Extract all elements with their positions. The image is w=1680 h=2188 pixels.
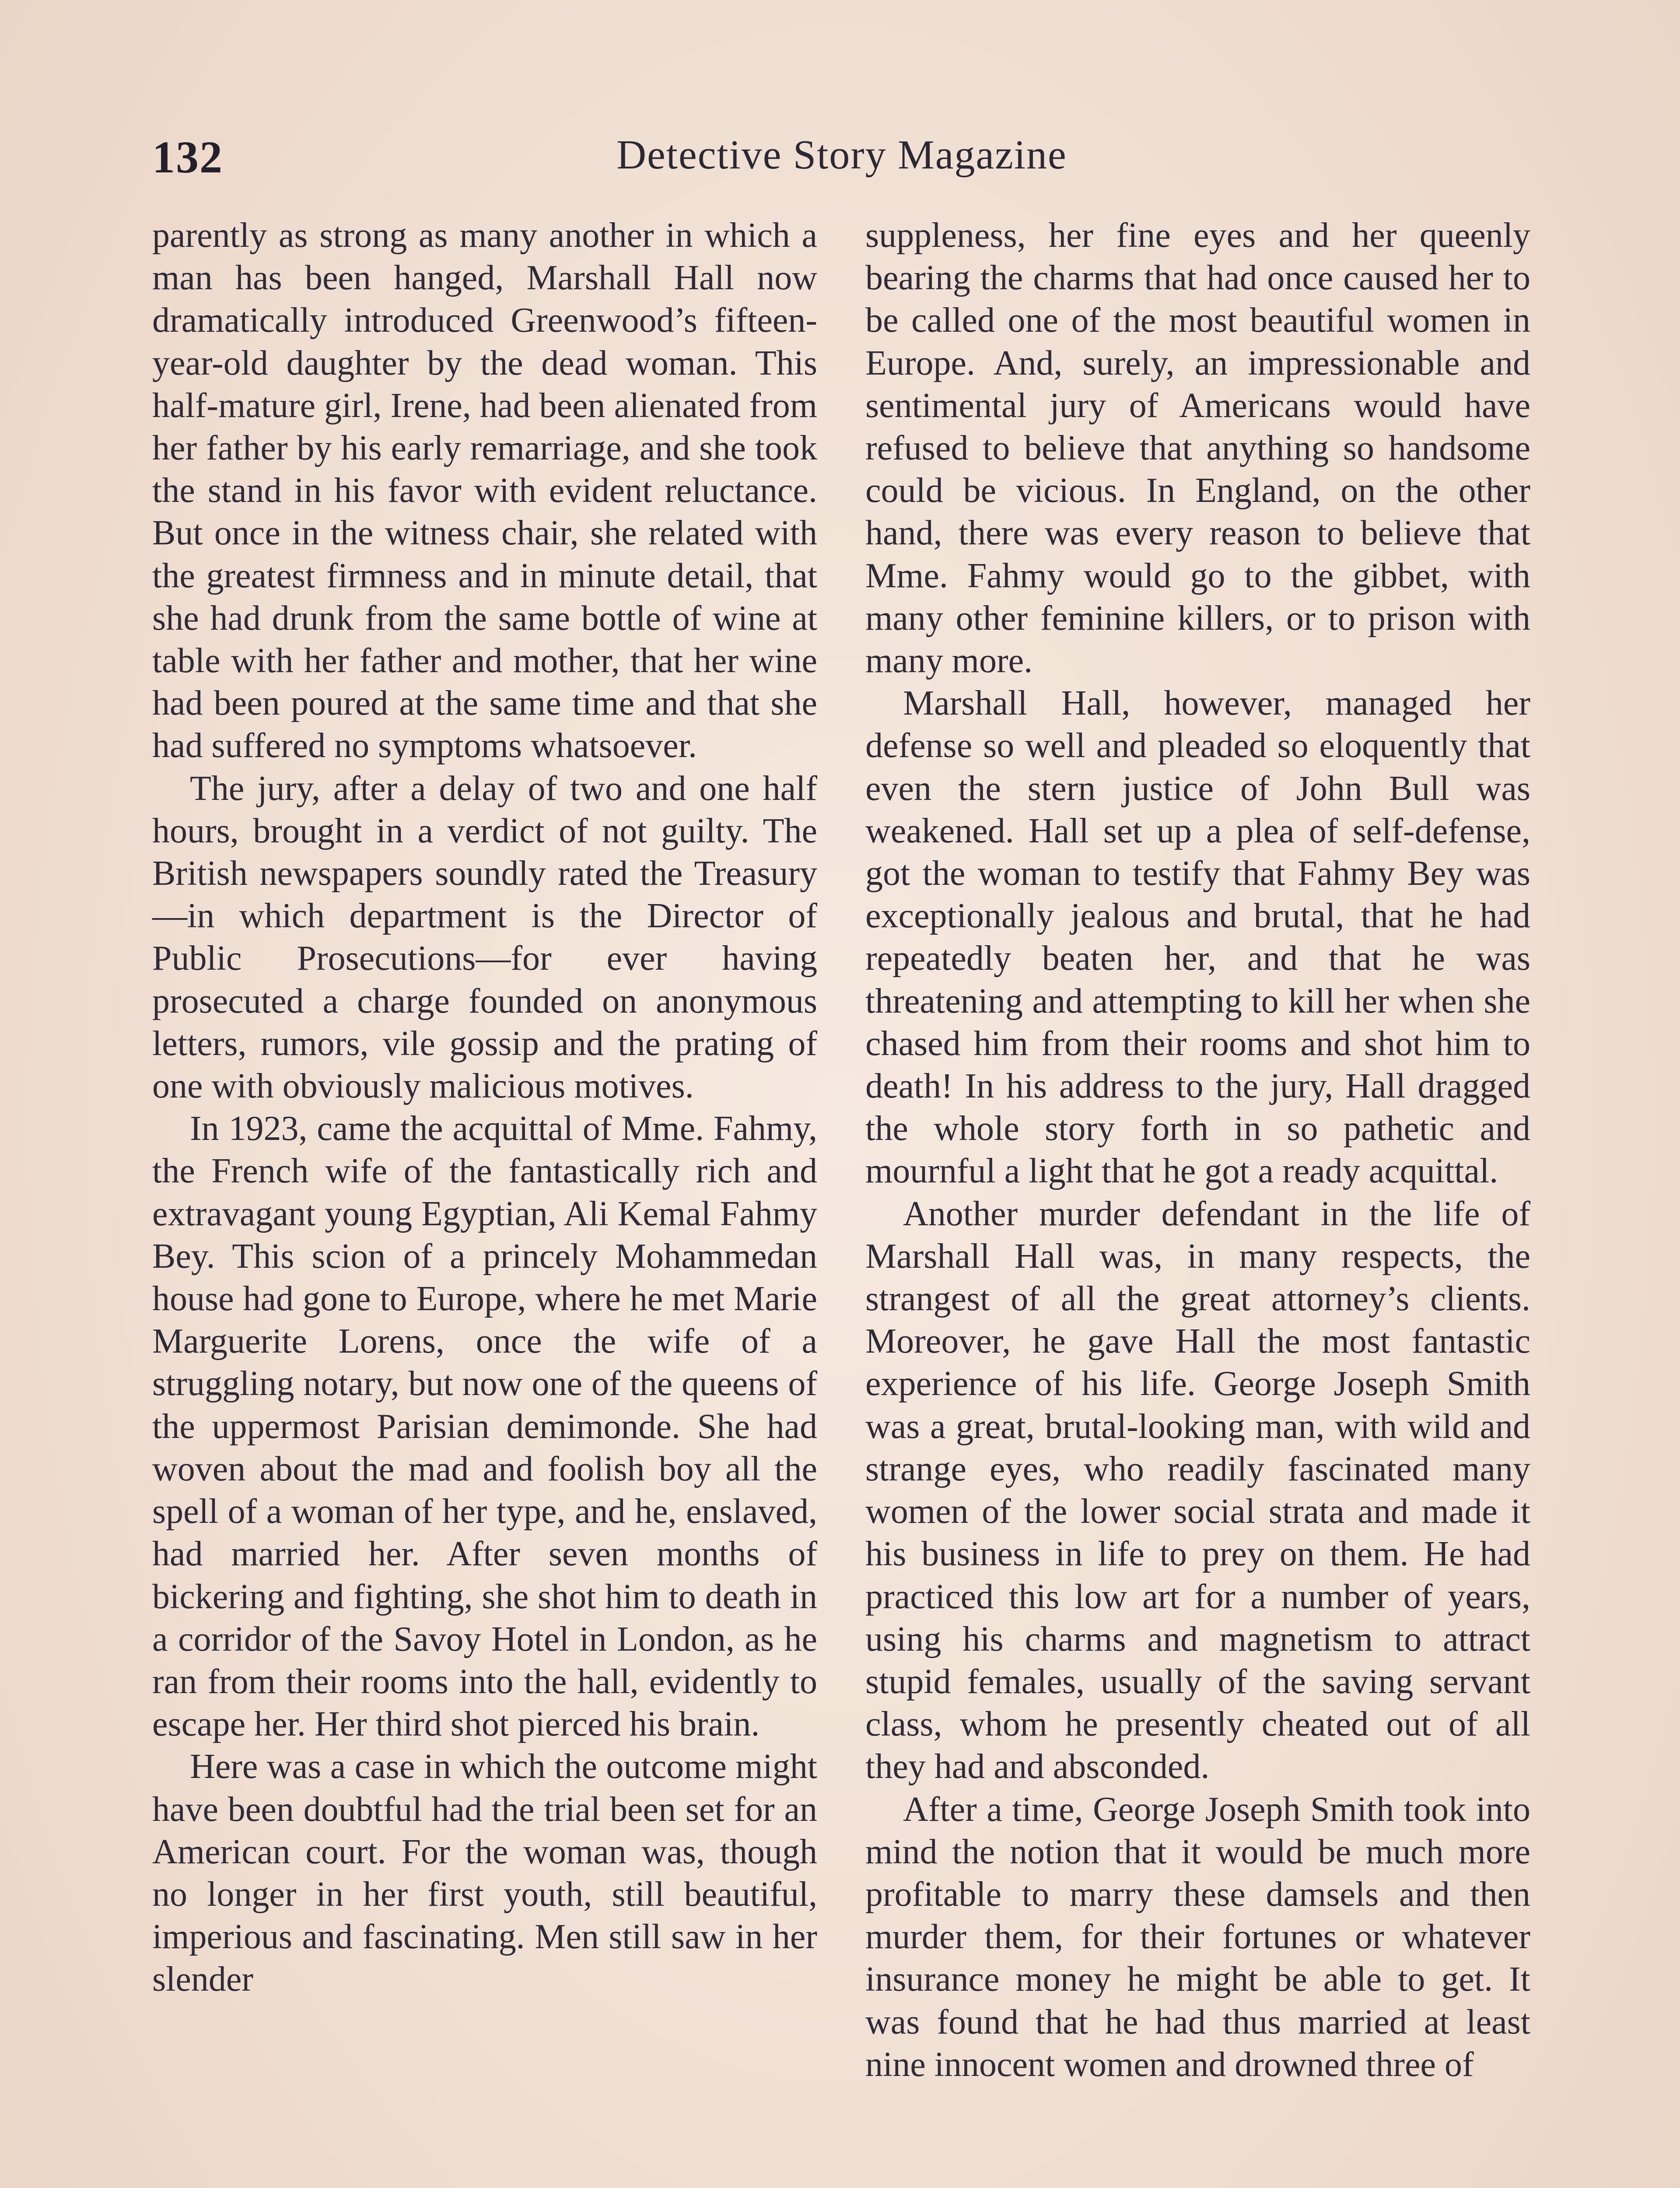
left-column xyxy=(152,214,817,2001)
paragraph: Marshall Hall, however, managed her defense so well and pleaded so eloquently that even the stern justice of John Bull was weakened. Hall set up a plea of self-defense, got the woman to testify that Fahmy Bey was exceptionally jealous and brutal, that he had repeatedly beaten her, and that he was threatening and attempting to kill her when she chased him from their rooms and shot him to death! In his address to the jury, Hall dragged the whole story forth in so pathetic and mournful a light that he got a ready acquittal. xyxy=(865,684,1530,1191)
paragraph: Another murder defendant in the life of Marshall Hall was, in many respects, the strangest of all the great attorney’s clients. Moreover, he gave Hall the most fantastic experience of his life. George Joseph Smith was a great, brutal-looking man, with wild and strange eyes, who readily fascinated many women of the lower social strata and made it his business in life to prey on them. He had practiced this low art for a number of years, using his charms and magnetism to attract stupid females, usually of the saving servant class, whom he presently cheated out of all they had and absconded. xyxy=(865,1194,1530,1786)
paragraph: After a time, George Joseph Smith took into mind the notion that it would be much more profitable to marry these damsels and then murder them, for their fortunes or whatever insurance money he might be able to get. It was found that he had thus married at least nine innocent women and drowned three of xyxy=(865,1790,1530,2084)
running-head xyxy=(152,131,1531,188)
right-column xyxy=(865,214,1530,2086)
page-number: 132 xyxy=(152,132,223,182)
magazine-title: Detective Story Magazine xyxy=(616,132,1067,178)
paragraph: parently as strong as many another in which a man has been hanged, Marshall Hall now dramatically introduced Greenwood’s fifteen-year-old daughter by the dead woman. This half-mature girl, Irene, had been alienated from her father by his early remarriage, and she took the stand in his favor with evident reluctance. But once in the witness chair, she related with the greatest firmness and in minute detail, that she had drunk from the same bottle of wine at table with her father and mother, that her wine had been poured at the same time and that she had suffered no symptoms whatsoever. xyxy=(152,216,817,765)
paragraph: suppleness, her fine eyes and her queenly bearing the charms that had once caused her to be called one of the most beautiful women in Europe. And, surely, an impressionable and sentimental jury of Americans would have refused to believe that anything so handsome could be vicious. In England, on the other hand, there was every reason to believe that Mme. Fahmy would go to the gibbet, with many other feminine killers, or to prison with many more. xyxy=(865,216,1530,680)
paragraph: Here was a case in which the outcome might have been doubtful had the trial been set for an American court. For the woman was, though no longer in her first youth, still beautiful, imperious and fascinating. Men still saw in her slender xyxy=(152,1747,817,1999)
paragraph: In 1923, came the acquittal of Mme. Fahmy, the French wife of the fantastically rich and extravagant young Egyptian, Ali Kemal Fahmy Bey. This scion of a princely Mohammedan house had gone to Europe, where he met Marie Marguerite Lorens, once the wife of a struggling notary, but now one of the queens of the uppermost Parisian demimonde. She had woven about the mad and foolish boy all the spell of a woman of her type, and he, enslaved, had married her. After seven months of bickering and fighting, she shot him to death in a corridor of the Savoy Hotel in London, as he ran from their rooms into the hall, evidently to escape her. Her third shot pierced his brain. xyxy=(152,1109,817,1744)
paragraph: The jury, after a delay of two and one half hours, brought in a verdict of not guilty. The British newspapers soundly rated the Treasury—in which department is the Director of Public Prosecutions—for ever having prosecuted a charge founded on anonymous letters, rumors, vile gossip and the prating of one with obviously malicious motives. xyxy=(152,769,817,1106)
